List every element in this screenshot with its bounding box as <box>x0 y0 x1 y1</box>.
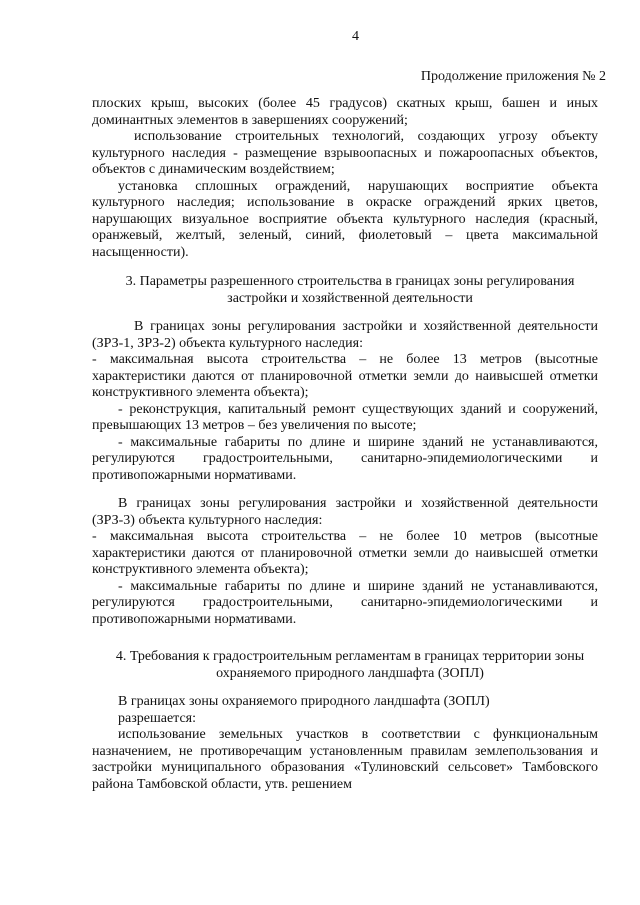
section-heading-3: 3. Параметры разрешенного строительства в границах зоны регулирования застройки и хозяйственной деятельности <box>125 274 575 306</box>
paragraph: использование земельных участков в соответствии с функциональным назначением, не противоречащим установленным правилам землепользования и застройки муниципального образования «Тулиновский сельсовет» Тамбовского района Тамбовской области, утв. решением <box>92 727 598 792</box>
page-number: 4 <box>352 29 359 44</box>
paragraph: использование строительных технологий, создающих угрозу объекту культурного наследия - размещение взрывоопасных и пожароопасных объектов, объектов с динамическим воздействием; <box>92 129 598 177</box>
list-item: - максимальная высота строительства – не более 10 метров (высотные характеристики даются от планировочной отметки земли до наивысшей отметки конструктивного элемента объекта); <box>92 529 598 577</box>
section-heading-4: 4. Требования к градостроительным регламентам в границах территории зоны охраняемого природного ландшафта (ЗОПЛ) <box>115 649 585 681</box>
paragraph: В границах зоны регулирования застройки и хозяйственной деятельности (ЗРЗ-3) объекта культурного наследия: <box>92 496 598 528</box>
list-item: - реконструкция, капитальный ремонт существующих зданий и сооружений, превышающих 13 метров – без увеличения по высоте; <box>92 401 598 433</box>
paragraph: установка сплошных ограждений, нарушающих восприятие объекта культурного наследия; использование в окраске ограждений ярких цветов, нарушающих визуальное восприятие объекта культурного наследия (красный, оранжевый, желтый, зеленый, синий, фиолетовый – цвета максимальной насыщенности). <box>92 178 598 260</box>
appendix-continuation-note: Продолжение приложения № 2 <box>420 69 606 84</box>
list-item: - максимальная высота строительства – не более 13 метров (высотные характеристики даются от планировочной отметки земли до наивысшей отметки конструктивного элемента объекта); <box>92 352 598 400</box>
document-body <box>92 96 598 793</box>
paragraph: плоских крыш, высоких (более 45 градусов) скатных крыш, башен и иных доминантных элементов в завершениях сооружений; <box>92 96 598 128</box>
list-item: - максимальные габариты по длине и ширине зданий не устанавливаются, регулируются градостроительными, санитарно-эпидемиологическими и противопожарными нормативами. <box>92 578 598 627</box>
paragraph: разрешается: <box>118 710 196 726</box>
list-item: - максимальные габариты по длине и ширине зданий не устанавливаются, регулируются градостроительными, санитарно-эпидемиологическими и противопожарными нормативами. <box>92 434 598 483</box>
paragraph: В границах зоны охраняемого природного ландшафта (ЗОПЛ) <box>118 694 490 709</box>
paragraph: В границах зоны регулирования застройки и хозяйственной деятельности (ЗРЗ-1, ЗРЗ-2) объекта культурного наследия: <box>92 319 598 351</box>
